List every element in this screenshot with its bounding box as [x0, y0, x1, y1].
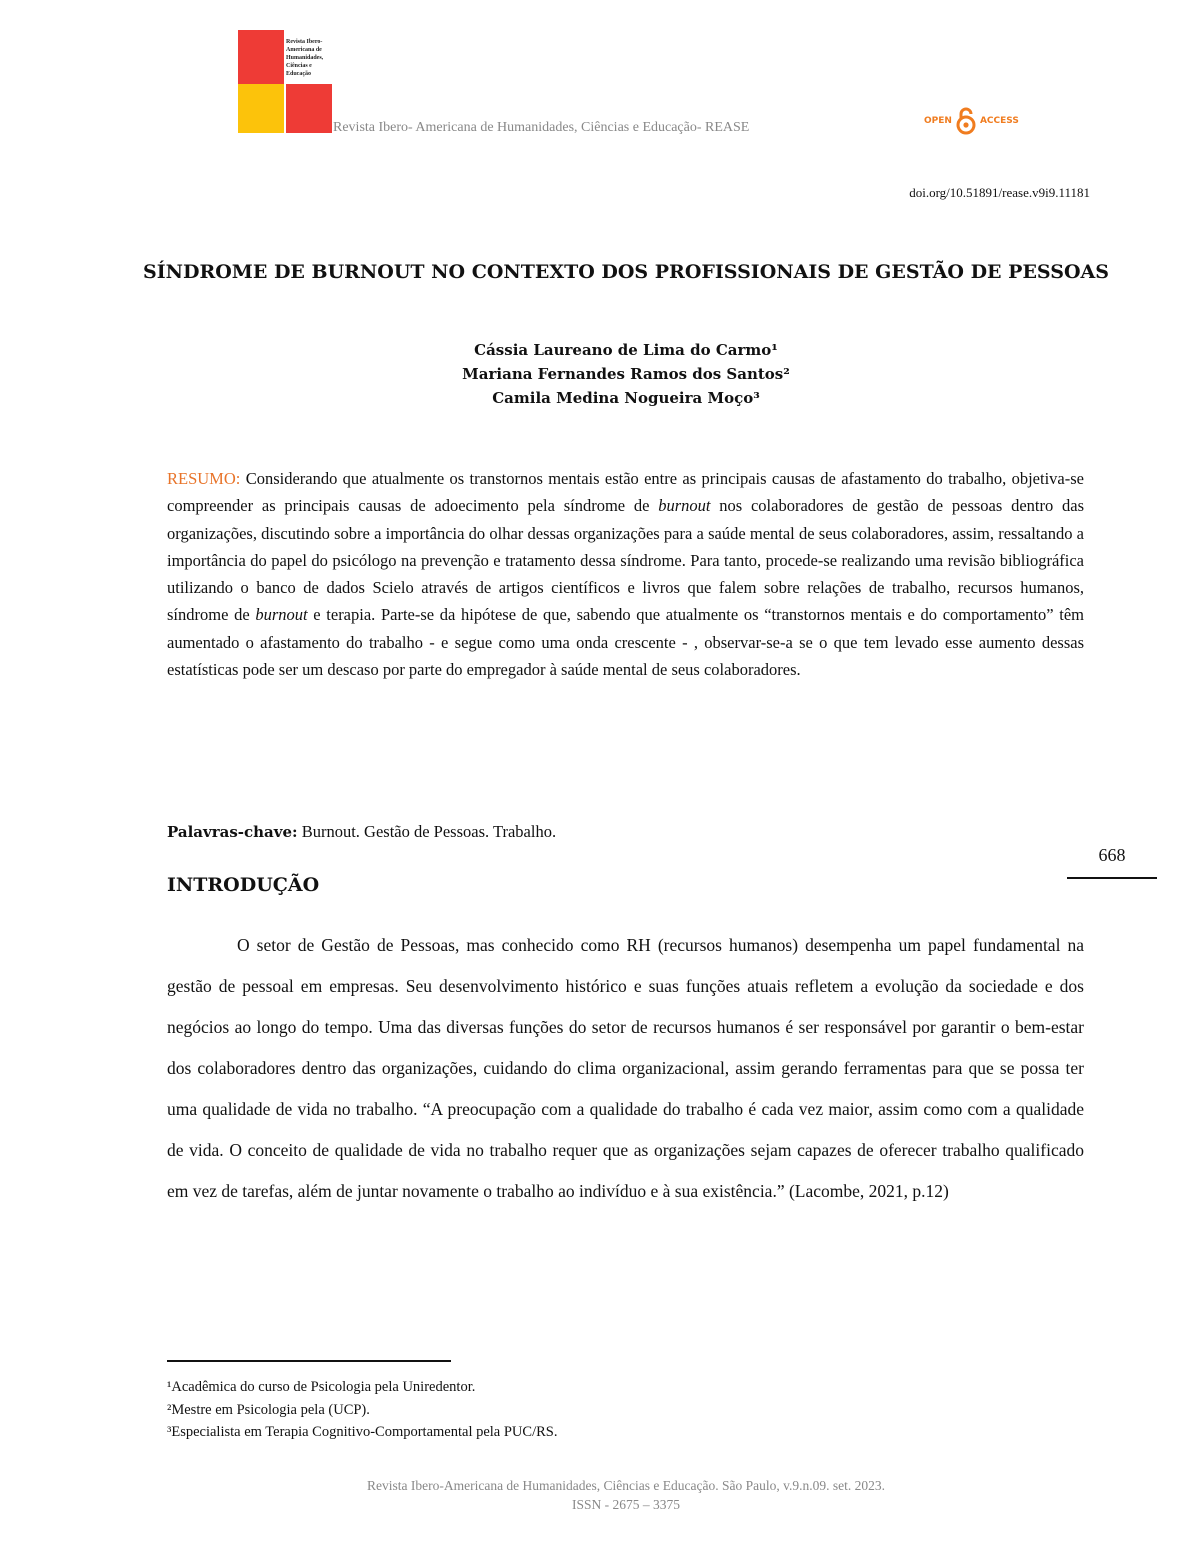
page-number: 668: [1098, 845, 1126, 865]
footnotes: [167, 1376, 557, 1444]
open-access-label-right: ACCESS: [979, 116, 1019, 126]
author-name: Cássia Laureano de Lima do Carmo¹: [474, 341, 778, 359]
open-access-badge[interactable]: [924, 106, 1019, 136]
abstract-emphasis: burnout: [255, 605, 308, 625]
section-heading: INTRODUÇÃO: [167, 874, 320, 896]
keywords-label: Palavras-chave:: [167, 823, 298, 841]
footnote: ¹Acadêmica do curso de Psicologia pela Uniredentor.: [167, 1379, 476, 1395]
open-lock-icon: [956, 107, 976, 135]
keywords-text: Burnout. Gestão de Pessoas. Trabalho.: [297, 822, 557, 841]
abstract: [167, 465, 1084, 683]
author-name: Camila Medina Nogueira Moço³: [492, 389, 760, 407]
abstract-text: Considerando que atualmente os transtornos mentais estão entre as principais causas de afastamento do trabalho, objetiva-se compreender as principais causas de adoecimento pela síndrome de: [167, 469, 1084, 516]
footnote: ³Especialista em Terapia Cognitivo-Comportamental pela PUC/RS.: [167, 1424, 558, 1440]
footnote: ²Mestre em Psicologia pela (UCP).: [167, 1401, 370, 1418]
footnote-divider: [167, 1360, 451, 1362]
page-footer: [0, 1476, 1200, 1514]
open-access-label-left: OPEN: [924, 116, 952, 126]
logo-square-yellow: [238, 84, 284, 133]
abstract-label: RESUMO:: [167, 469, 241, 488]
page-number-rule: [1067, 877, 1157, 879]
body-paragraph: O setor de Gestão de Pessoas, mas conhecido como RH (recursos humanos) desempenha um papel fundamental na gestão de pessoal em empresas. Seu desenvolvimento histórico e suas funções atuais refletem a evolução da sociedade e dos negócios ao longo do tempo. Uma das diversas funções do setor de recursos humanos é ser responsável por garantir o bem-estar dos colaboradores dentro das organizações, cuidando do clima organizacional, assim gerando ferramentas para que se possa ter uma qualidade de vida no trabalho. “A preocupação com a qualidade do trabalho é cada vez maior, assim como com a qualidade de vida. O conceito de qualidade de vida no trabalho requer que as organizações sejam capazes de oferecer trabalho qualificado em vez de tarefas, além de juntar novamente o trabalho ao indivíduo e à sua existência.” (Lacombe, 2021, p.12): [167, 935, 1084, 1201]
keywords: [167, 822, 556, 842]
footer-citation: Revista Ibero-Americana de Humanidades, Ciências e Educação. São Paulo, v.9.n.09. set. 2023.: [367, 1478, 885, 1493]
logo-text: Revista Ibero- Americana de Humanidades, Ciências e Educação: [286, 39, 324, 77]
abstract-text: e terapia. Parte-se da hipótese de que, sabendo que atualmente os “transtornos mentais e do comportamento” têm aumentado o afastamento do trabalho - e segue como uma onda crescente - , observar-se-a se o que tem levado esse aumento dessas estatísticas pode ser um descaso por parte do empregador à saúde mental de seus colaboradores.: [167, 605, 1084, 680]
footer-issn: ISSN - 2675 – 3375: [571, 1497, 680, 1512]
author-name: Mariana Fernandes Ramos dos Santos²: [462, 365, 790, 383]
author-list: [140, 338, 1112, 410]
paper-title: SÍNDROME DE BURNOUT NO CONTEXTO DOS PROFISSIONAIS DE GESTÃO DE PESSOAS: [143, 261, 1109, 283]
abstract-text: nos colaboradores de gestão de pessoas dentro das organizações, discutindo sobre a importância do olhar dessas organizações para a saúde mental de seus colaboradores, assim, ressaltando a importância do papel do psicólogo na prevenção e tratamento dessa síndrome. Para tanto, procede-se realizando uma revisão bibliográfica utilizando o banco de dados Scielo através de artigos científicos e livros que falem sobre relações de trabalho, recursos humanos, síndrome de: [167, 496, 1084, 625]
doi-link[interactable]: doi.org/10.51891/rease.v9i9.11181: [909, 185, 1090, 200]
journal-header: Revista Ibero- Americana de Humanidades, Ciências e Educação- REASE: [333, 120, 750, 135]
logo-square-red-right: [286, 84, 332, 133]
logo-square-red-small: [238, 34, 284, 84]
abstract-emphasis: burnout: [658, 496, 711, 516]
